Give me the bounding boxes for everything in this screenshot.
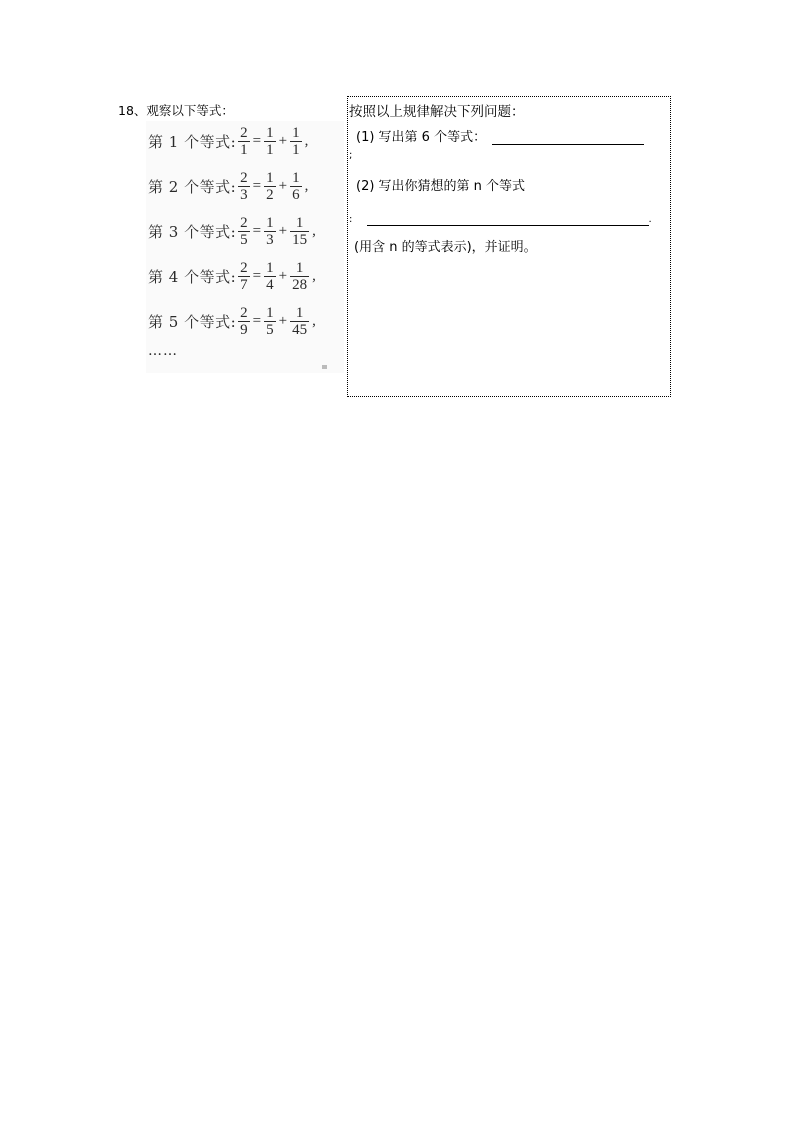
fraction [290, 260, 309, 293]
comma: , [304, 132, 309, 149]
comma: , [312, 312, 316, 329]
denominator: 1 [292, 141, 300, 158]
box-intro: 按照以上规律解决下列问题： [349, 104, 525, 120]
ellipsis: …… [148, 343, 178, 359]
denominator: 4 [266, 276, 274, 293]
fraction [264, 260, 276, 293]
part1-text: (1) 写出第 6 个等式： [356, 130, 487, 145]
fraction [290, 125, 302, 158]
numerator: 1 [292, 124, 300, 141]
scan-mark [322, 365, 327, 369]
fraction [238, 215, 250, 248]
denominator: 2 [266, 186, 274, 203]
equation-row [148, 256, 317, 296]
part1-line [356, 126, 644, 145]
numerator: 1 [295, 214, 304, 231]
equation-row [148, 166, 309, 206]
equation-row [148, 301, 317, 341]
denominator: 28 [292, 276, 308, 293]
question-18 [118, 103, 340, 359]
plus-sign: + [278, 222, 288, 239]
denominator: 7 [240, 276, 248, 293]
plus-sign: + [278, 132, 288, 149]
numerator: 1 [292, 169, 300, 186]
equation-row [148, 121, 309, 161]
denominator: 45 [292, 321, 308, 338]
numerator: 2 [240, 124, 248, 141]
numerator: 1 [266, 304, 274, 321]
fraction [238, 125, 250, 158]
denominator: 5 [266, 321, 274, 338]
comma: , [304, 177, 309, 194]
equation-label: 第 5 个等式: [148, 312, 237, 331]
equation-label: 第 1 个等式: [148, 132, 237, 151]
denominator: 15 [292, 231, 308, 248]
numerator: 1 [295, 304, 304, 321]
denominator: 9 [240, 321, 248, 338]
denominator: 6 [292, 186, 300, 203]
comma: , [312, 222, 316, 239]
part2-note: (用含 n 的等式表示)，并证明。 [354, 240, 537, 255]
part2-colon: : [349, 214, 353, 225]
fraction [264, 170, 276, 203]
numerator: 1 [295, 259, 304, 276]
equation-label: 第 3 个等式: [148, 222, 237, 241]
question-title: 18、观察以下等式： [118, 103, 234, 118]
fraction [290, 215, 309, 248]
numerator: 1 [266, 169, 274, 186]
fraction [238, 305, 250, 338]
numerator: 1 [266, 124, 274, 141]
equation-label: 第 2 个等式: [148, 177, 237, 196]
denominator: 5 [240, 231, 248, 248]
part2-answer-blank[interactable] [367, 211, 649, 226]
fraction [290, 170, 302, 203]
numerator: 2 [240, 169, 248, 186]
denominator: 1 [266, 141, 274, 158]
plus-sign: + [278, 312, 288, 329]
equals-sign: = [252, 222, 262, 239]
numerator: 2 [240, 259, 248, 276]
denominator: 3 [266, 231, 274, 248]
part2-period: . [648, 214, 652, 225]
part2-text: (2) 写出你猜想的第 n 个等式 [356, 179, 526, 194]
equation-row [148, 211, 317, 251]
equals-sign: = [252, 312, 262, 329]
equals-sign: = [252, 267, 262, 284]
part1-semicolon: ; [349, 150, 353, 161]
numerator: 1 [266, 214, 274, 231]
fraction [238, 170, 250, 203]
equations-image [146, 121, 344, 373]
plus-sign: + [278, 267, 288, 284]
fraction [264, 125, 276, 158]
numerator: 2 [240, 214, 248, 231]
fraction [264, 305, 276, 338]
part2-line [349, 211, 652, 226]
denominator: 3 [240, 186, 248, 203]
equals-sign: = [252, 177, 262, 194]
denominator: 1 [240, 141, 248, 158]
fraction [238, 260, 250, 293]
fraction [290, 305, 309, 338]
equals-sign: = [252, 132, 262, 149]
comma: , [312, 267, 316, 284]
numerator: 1 [266, 259, 274, 276]
equation-label: 第 4 个等式: [148, 267, 237, 286]
part1-answer-blank[interactable] [492, 130, 644, 145]
plus-sign: + [278, 177, 288, 194]
fraction [264, 215, 276, 248]
numerator: 2 [240, 304, 248, 321]
answer-box [347, 96, 671, 397]
